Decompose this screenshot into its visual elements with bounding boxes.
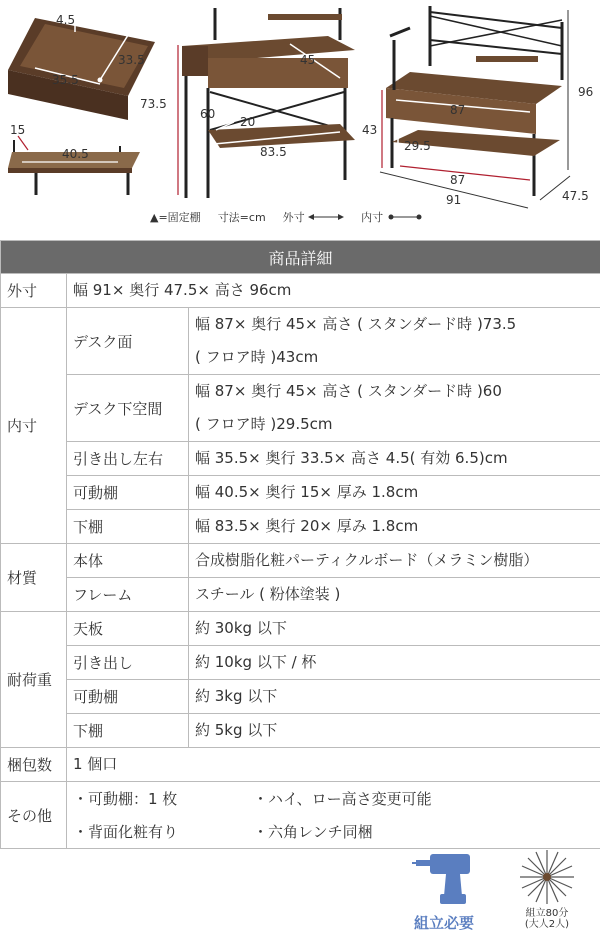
- inner-row-name: 下棚: [67, 510, 189, 544]
- front-inner-width-label: 87: [450, 103, 466, 117]
- inner-row-name: 可動棚: [67, 476, 189, 510]
- outer-arrow-icon: [308, 213, 344, 221]
- assembly-required-label: 組立必要: [414, 914, 475, 932]
- inner-row-line: ( フロア時 )43cm: [195, 348, 319, 366]
- lower-shelf-depth-label: 20: [240, 115, 256, 129]
- outer-size-value: 幅 91× 奥行 47.5× 高さ 96cm: [67, 274, 600, 308]
- load-row-name: 下棚: [67, 714, 189, 748]
- legend-fixed-shelf: ▲=固定棚: [150, 211, 201, 224]
- dimension-diagram: [0, 0, 600, 236]
- under-height-label: 60: [200, 107, 216, 121]
- inner-row-value: 幅 40.5× 奥行 15× 厚み 1.8cm: [189, 476, 600, 510]
- drawer-width-label: 35.5: [52, 73, 79, 87]
- product-dimension-illustration: [0, 0, 600, 236]
- other-item: ・六角レンチ同梱: [253, 823, 373, 841]
- outer-width-label: 91: [446, 193, 462, 207]
- shelf-width-label: 40.5: [62, 147, 89, 161]
- load-row-value: 約 10kg 以下 / 杯: [189, 646, 600, 680]
- desk-depth-label: 45: [300, 53, 316, 67]
- table-title: 商品詳細: [1, 241, 600, 274]
- assembly-time-label: 組立80分: [525, 908, 569, 919]
- inner-row-name: デスク下空間: [67, 375, 189, 442]
- package-label: 梱包数: [1, 748, 67, 782]
- material-label: 材質: [1, 544, 67, 612]
- outer-size-label: 外寸: [1, 274, 67, 308]
- other-label: その他: [1, 782, 67, 849]
- assembly-badges: [0, 846, 600, 937]
- load-label: 耐荷重: [1, 612, 67, 748]
- spec-table: [0, 240, 600, 849]
- other-value: [67, 782, 600, 849]
- material-row-value: 合成樹脂化粧パーティクルボード（メラミン樹脂）: [189, 544, 600, 578]
- assembly-time: [512, 908, 582, 930]
- other-item: ・ハイ、ロー高さ変更可能: [253, 790, 432, 808]
- dimension-legend: [150, 209, 423, 225]
- desk-height-std-label: 73.5: [140, 97, 167, 111]
- load-row-name: 可動棚: [67, 680, 189, 714]
- outer-depth-label: 47.5: [562, 189, 589, 203]
- inner-row-value: [189, 375, 600, 442]
- material-row-name: フレーム: [67, 578, 189, 612]
- material-row-name: 本体: [67, 544, 189, 578]
- desk-front-illustration: [380, 6, 570, 208]
- inner-row-value: 幅 83.5× 奥行 20× 厚み 1.8cm: [189, 510, 600, 544]
- inner-row-line: 幅 87× 奥行 45× 高さ ( スタンダード時 )60: [195, 382, 502, 400]
- load-row-value: 約 3kg 以下: [189, 680, 600, 714]
- legend-outer: 外寸: [282, 211, 305, 224]
- drawer-depth-label: 33.5: [118, 53, 145, 67]
- desk-side-illustration: [178, 8, 355, 198]
- front-under-floor-label: 29.5: [404, 139, 431, 153]
- load-row-value: 約 5kg 以下: [189, 714, 600, 748]
- inner-row-line: 幅 87× 奥行 45× 高さ ( スタンダード時 )73.5: [195, 315, 517, 333]
- load-row-name: 引き出し: [67, 646, 189, 680]
- inner-row-name: デスク面: [67, 308, 189, 375]
- package-value: 1 個口: [67, 748, 600, 782]
- front-height-floor-label: 43: [362, 123, 378, 137]
- inner-row-name: 引き出し左右: [67, 442, 189, 476]
- shelf-depth-label: 15: [10, 123, 26, 137]
- front-lower-inner-width-label: 87: [450, 173, 466, 187]
- clock-burst-icon: [518, 848, 576, 906]
- drawer-illustration: [8, 18, 155, 120]
- other-item: ・可動棚：1 枚: [73, 790, 178, 808]
- drawer-height-label: 4.5: [56, 13, 76, 27]
- legend-inner: 内寸: [361, 211, 384, 224]
- load-row-name: 天板: [67, 612, 189, 646]
- drill-icon: [412, 848, 476, 906]
- material-row-value: スチール ( 粉体塗装 ): [189, 578, 600, 612]
- load-row-value: 約 30kg 以下: [189, 612, 600, 646]
- inner-size-label: 内寸: [1, 308, 67, 544]
- inner-row-value: [189, 308, 600, 375]
- legend-unit: 寸法=cm: [217, 211, 266, 224]
- inner-row-line: ( フロア時 )29.5cm: [195, 415, 333, 433]
- shelf-illustration: [8, 136, 140, 195]
- other-item: ・背面化粧有り: [73, 823, 179, 841]
- lower-shelf-width-label: 83.5: [260, 145, 287, 159]
- inner-row-value: 幅 35.5× 奥行 33.5× 高さ 4.5( 有効 6.5)cm: [189, 442, 600, 476]
- inner-dot-line-icon: [387, 213, 423, 221]
- outer-height-label: 96: [578, 85, 594, 99]
- assembly-people-label: (大人2人): [524, 919, 570, 930]
